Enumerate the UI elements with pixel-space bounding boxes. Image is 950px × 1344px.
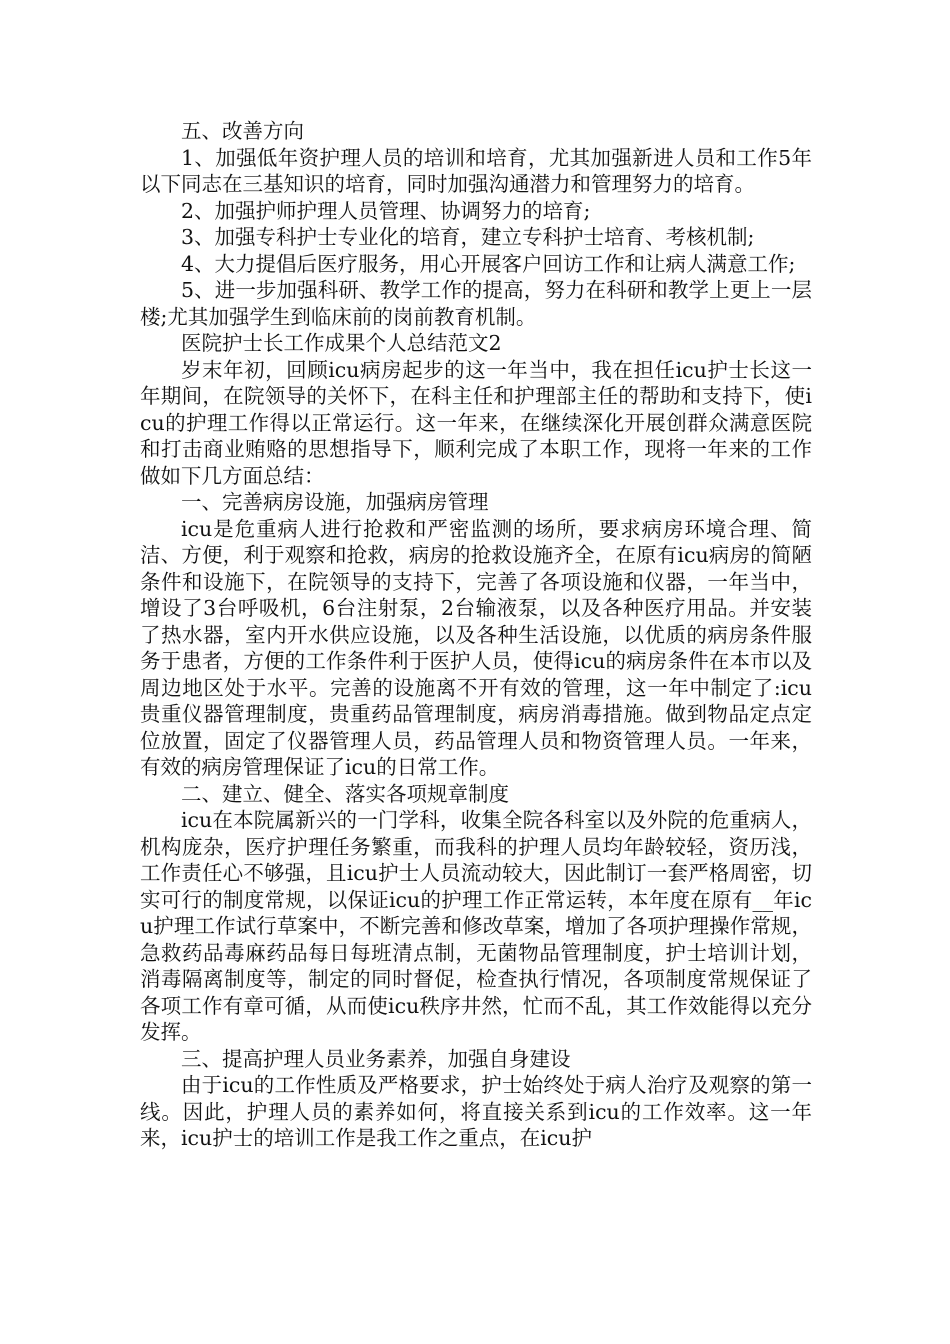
regulations-paragraph: icu在本院属新兴的一门学科，收集全院各科室以及外院的危重病人，机构庞杂，医疗护理任务繁重，而我科的护理人员均年龄较轻，资历浅，工作责任心不够强，且icu护士人员流动较大，因此制订一套严格周密，切实可行的制度常规，以保证icu的护理工作正常运转，本年度在原有__年icu护理工作试行草案中，不断完善和修改草案，增加了各项护理操作常规，急救药品毒麻药品每日每班清点制，无菌物品管理制度，护士培训计划，消毒隔离制度等，制定的同时督促，检查执行情况，各项制度常规保证了各项工作有章可循，从而使icu秩序井然，忙而不乱，其工作效能得以充分发挥。 (140, 808, 812, 1044)
improvement-item-5: 5、进一步加强科研、教学工作的提高，努力在科研和教学上更上一层楼;尤其加强学生到临床前的岗前教育机制。 (140, 278, 812, 329)
section-heading-improvement: 五、改善方向 (181, 119, 304, 143)
section-heading-facilities: 一、完善病房设施，加强病房管理 (181, 490, 489, 514)
section-heading-regulations: 二、建立、健全、落实各项规章制度 (181, 781, 509, 806)
improvement-item-4: 4、大力提倡后医疗服务，用心开展客户回访工作和让病人满意工作; (181, 251, 796, 276)
facilities-paragraph: icu是危重病人进行抢救和严密监测的场所，要求病房环境合理、简洁、方便，利于观察和抢救，病房的抢救设施齐全，在原有icu病房的简陋条件和设施下，在院领导的支持下，完善了各项设施和仪器，一年当中，增设了3台呼吸机，6台注射泵，2台输液泵，以及各种医疗用品。并安装了热水器，室内开水供应设施，以及各种生活设施，以优质的病房条件服务于患者，方便的工作条件利于医护人员，使得icu的病房条件在本市以及周边地区处于水平。完善的设施离不开有效的管理，这一年中制定了:icu贵重仪器管理制度，贵重药品管理制度，病房消毒措施。做到物品定点定位放置，固定了仪器管理人员，药品管理人员和物资管理人员。一年来，有效的病房管理保证了icu的日常工作。 (140, 516, 812, 779)
improvement-item-1: 1、加强低年资护理人员的培训和培育，尤其加强新进人员和工作5年以下同志在三基知识的培育，同时加强沟通潜力和管理努力的培育。 (140, 145, 812, 196)
document-body (140, 118, 812, 1152)
improvement-item-3: 3、加强专科护士专业化的培育，建立专科护士培育、考核机制; (181, 225, 755, 249)
section-heading-staff-quality: 三、提高护理人员业务素养，加强自身建设 (181, 1046, 571, 1071)
intro-paragraph: 岁末年初，回顾icu病房起步的这一年当中，我在担任icu护士长这一年期间，在院领导的关怀下，在科主任和护理部主任的帮助和支持下，使icu的护理工作得以正常运行。这一年来，在继续深化开展创群众满意医院和打击商业贿赂的思想指导下，顺利完成了本职工作，现将一年来的工作做如下几方面总结： (140, 357, 812, 488)
staff-quality-paragraph: 由于icu的工作性质及严格要求，护士始终处于病人治疗及观察的第一线。因此，护理人员的素养如何，将直接关系到icu的工作效率。这一年来，icu护士的培训工作是我工作之重点，在icu护 (140, 1073, 812, 1150)
document-title-sample-2: 医院护士长工作成果个人总结范文2 (181, 331, 502, 355)
improvement-item-2: 2、加强护师护理人员管理、协调努力的培育; (181, 198, 591, 223)
